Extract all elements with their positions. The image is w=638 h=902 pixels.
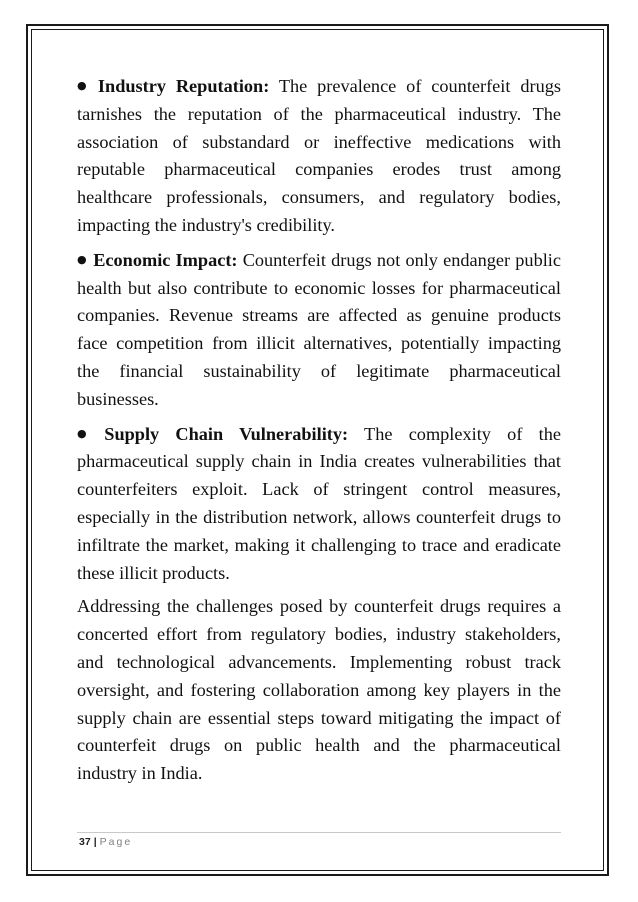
page-label: Page	[99, 836, 133, 848]
bullet-text: The prevalence of counterfeit drugs tarnishes the reputation of the pharmaceutical industry. The association of substandard or ineffective medications with reputable pharmaceutical companies erodes trust among healthcare professionals, consumers, and regulatory bodies, impacting the industry's credibility.	[77, 76, 561, 235]
footer-separator: |	[93, 836, 97, 848]
closing-paragraph: Addressing the challenges posed by counterfeit drugs requires a concerted effort from regulatory bodies, industry stakeholders, and technological advancements. Implementing robust track oversight, and fostering collaboration among key players in the supply chain are essential steps toward mitigating the impact of counterfeit drugs on public health and the pharmaceutical industry in India.	[77, 596, 561, 784]
bullet-icon: ●	[77, 252, 88, 266]
bullet-term: Economic Impact:	[93, 249, 238, 270]
footer-divider	[77, 832, 561, 833]
bullet-industry-reputation	[77, 72, 561, 240]
bullet-term: Supply Chain Vulnerability:	[104, 423, 349, 444]
bullet-supply-chain-vulnerability	[77, 420, 561, 588]
document-body	[77, 72, 561, 794]
page-number: 37	[79, 836, 91, 848]
bullet-icon: ●	[77, 426, 99, 440]
bullet-icon: ●	[77, 79, 92, 92]
bullet-economic-impact	[77, 246, 561, 414]
bullet-text: Counterfeit drugs not only endanger public health but also contribute to economic losses for pharmaceutical companies. Revenue streams are affected as genuine products face competition from illicit alternatives, potentially impacting the financial sustainability of legitimate pharmaceutical businesses.	[77, 249, 561, 409]
page-footer	[79, 836, 132, 848]
bullet-text: The complexity of the pharmaceutical supply chain in India creates vulnerabilities that counterfeiters exploit. Lack of stringent control measures, especially in the distribution network, allows counterfeit drugs to infiltrate the market, making it challenging to trace and eradicate these illicit products.	[77, 423, 561, 583]
bullet-term: Industry Reputation:	[97, 76, 270, 96]
